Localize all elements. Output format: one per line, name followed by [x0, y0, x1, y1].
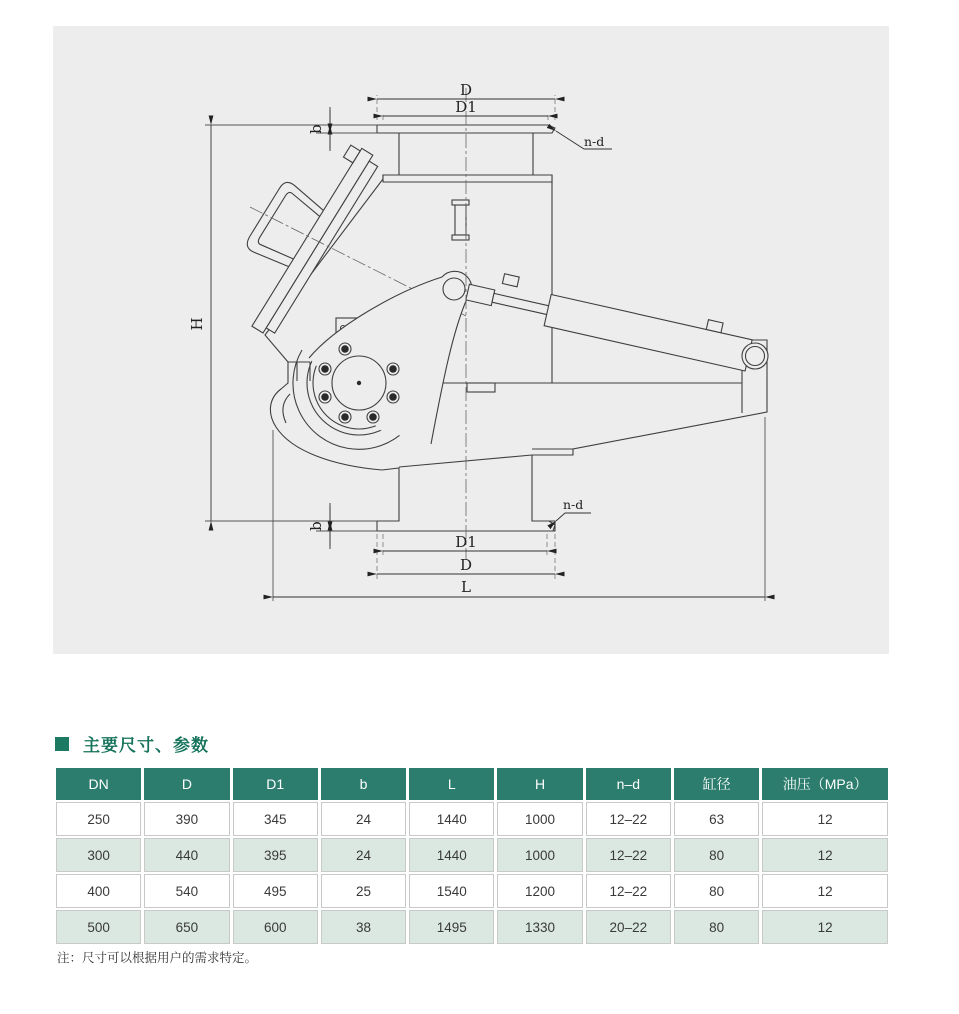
- leader-nd-top: [556, 131, 612, 149]
- table-cell: 1540: [409, 874, 494, 908]
- table-cell: 38: [321, 910, 406, 944]
- dim-label-d1-top: D1: [455, 98, 477, 116]
- dim-D1-bottom: [383, 533, 547, 551]
- dim-label-nd-bottom: n-d: [563, 497, 584, 512]
- spec-table-wrap: [53, 766, 891, 946]
- table-cell: 63: [674, 802, 759, 836]
- table-cell: 20–22: [586, 910, 671, 944]
- table-cell: 12: [762, 838, 888, 872]
- table-cell: 80: [674, 838, 759, 872]
- tail-bracket: [742, 343, 768, 369]
- table-cell: 12–22: [586, 802, 671, 836]
- table-cell: 300: [56, 838, 141, 872]
- leader-nd-bottom: [556, 497, 591, 521]
- table-cell: 395: [233, 838, 318, 872]
- column-header-3: b: [321, 768, 406, 800]
- table-cell: 1440: [409, 802, 494, 836]
- table-cell: 1000: [497, 802, 582, 836]
- technical-drawing: [53, 26, 889, 654]
- table-header-row: [56, 768, 888, 800]
- column-header-1: D: [144, 768, 229, 800]
- column-header-5: H: [497, 768, 582, 800]
- column-header-2: D1: [233, 768, 318, 800]
- column-header-7: 缸径: [674, 768, 759, 800]
- dim-label-h: H: [188, 317, 206, 331]
- table-row: [56, 838, 888, 872]
- square-bullet-icon: [55, 737, 69, 751]
- dim-b-top: [307, 107, 330, 151]
- section-heading: [55, 731, 209, 756]
- table-cell: 80: [674, 874, 759, 908]
- table-cell: 24: [321, 838, 406, 872]
- table-cell: 1440: [409, 838, 494, 872]
- table-cell: 80: [674, 910, 759, 944]
- dim-b-bottom: [307, 503, 330, 549]
- dim-label-nd-top: n-d: [584, 134, 605, 149]
- table-row: [56, 910, 888, 944]
- dim-label-d1-bottom: D1: [455, 533, 477, 551]
- table-cell: 12–22: [586, 838, 671, 872]
- table-cell: 25: [321, 874, 406, 908]
- dim-label-b-top: b: [307, 124, 325, 134]
- table-cell: 390: [144, 802, 229, 836]
- drawing-panel: [53, 26, 889, 654]
- dim-D1-top: [383, 98, 548, 116]
- sight-glass: [455, 205, 466, 235]
- table-cell: 12: [762, 802, 888, 836]
- dim-H: [188, 125, 211, 521]
- table-cell: 12–22: [586, 874, 671, 908]
- table-cell: 440: [144, 838, 229, 872]
- table-cell: 12: [762, 874, 888, 908]
- table-cell: 24: [321, 802, 406, 836]
- table-cell: 495: [233, 874, 318, 908]
- section-title: 主要尺寸、参数: [83, 736, 209, 755]
- column-header-0: DN: [56, 768, 141, 800]
- table-cell: 1200: [497, 874, 582, 908]
- table-cell: 400: [56, 874, 141, 908]
- top-collar: [383, 175, 552, 182]
- dim-label-l: L: [461, 578, 471, 596]
- table-cell: 540: [144, 874, 229, 908]
- column-header-4: L: [409, 768, 494, 800]
- table-cell: 12: [762, 910, 888, 944]
- table-cell: 500: [56, 910, 141, 944]
- table-cell: 600: [233, 910, 318, 944]
- footnote: 注：尺寸可以根据用户的需求特定。: [57, 951, 258, 965]
- dim-label-d-bottom: D: [459, 556, 473, 574]
- column-header-8: 油压（MPa）: [762, 768, 888, 800]
- table-cell: 250: [56, 802, 141, 836]
- column-header-6: n–d: [586, 768, 671, 800]
- dim-D-top: [377, 81, 555, 99]
- table-cell: 650: [144, 910, 229, 944]
- table-cell: 345: [233, 802, 318, 836]
- table-cell: 1000: [497, 838, 582, 872]
- table-cell: 1495: [409, 910, 494, 944]
- table-row: [56, 802, 888, 836]
- dim-D-bottom: [377, 556, 555, 574]
- spec-table: [53, 766, 891, 946]
- table-row: [56, 874, 888, 908]
- table-cell: 1330: [497, 910, 582, 944]
- dim-label-b-bottom: b: [307, 521, 325, 531]
- dim-L: [273, 578, 765, 597]
- dim-label-d-top: D: [459, 81, 473, 99]
